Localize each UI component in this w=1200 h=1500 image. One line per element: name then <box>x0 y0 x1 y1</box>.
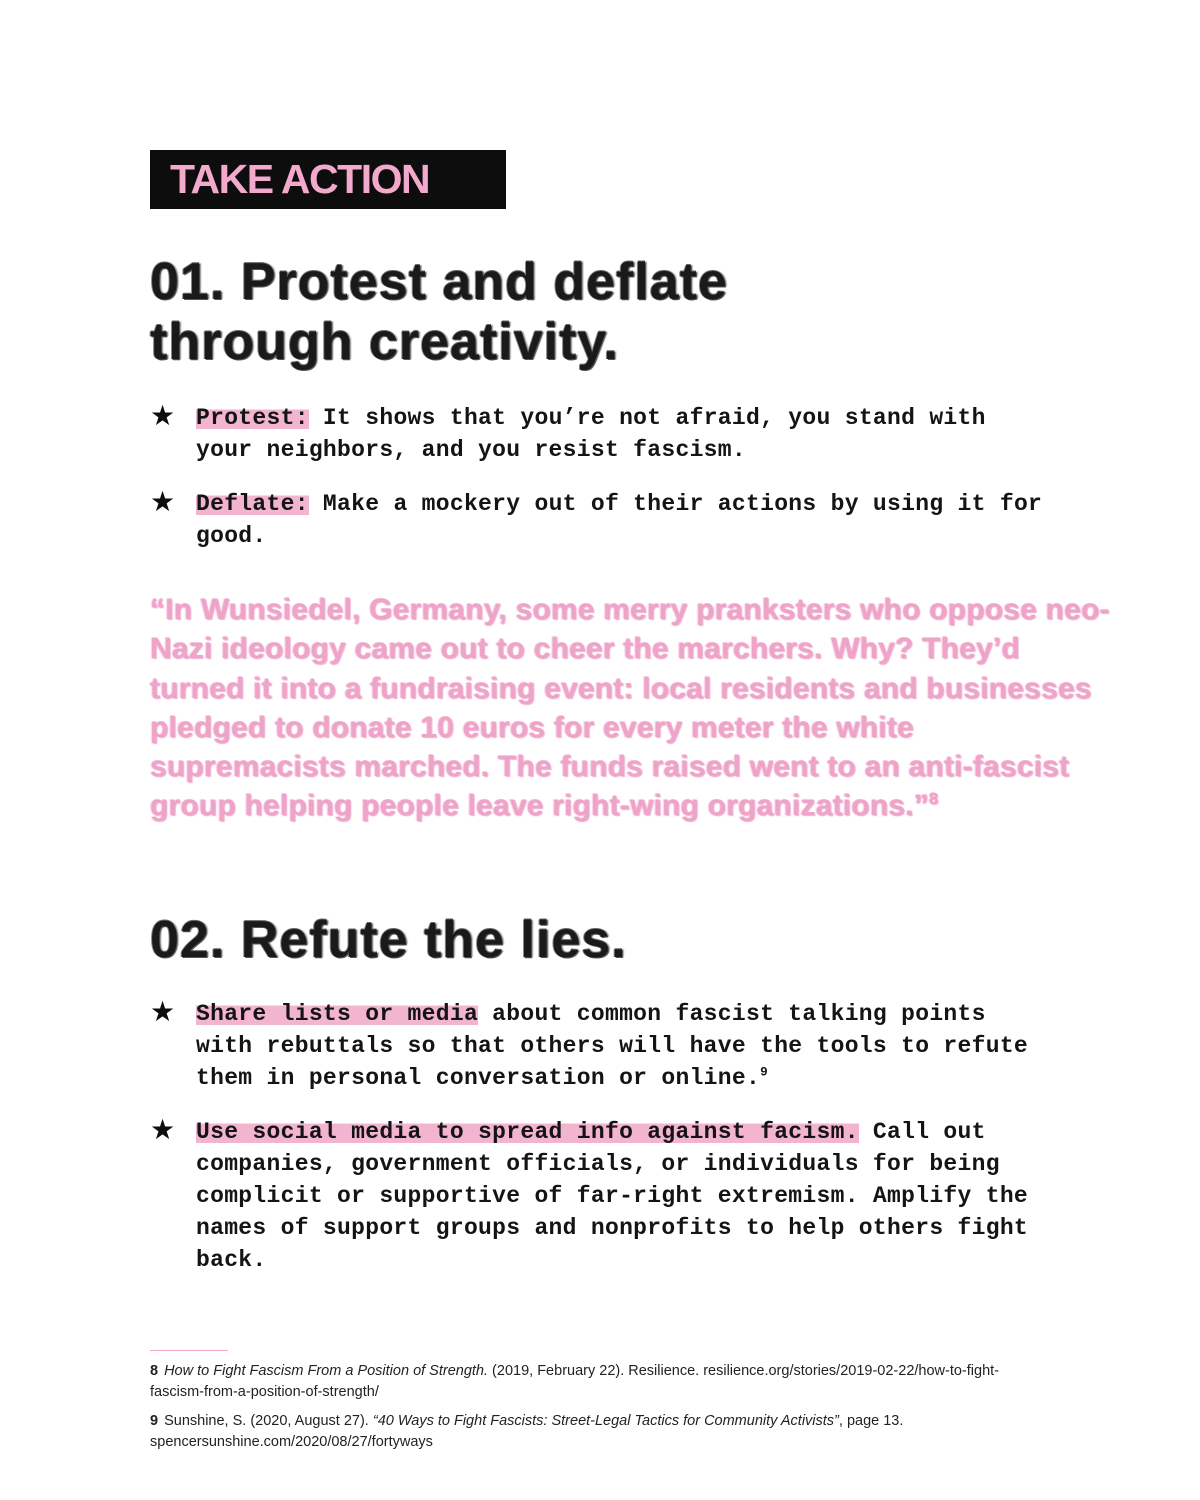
bullet-highlight: Share lists or media <box>196 1001 479 1027</box>
footnote-text: (2019, February 22). Resilience. resilience.org/stories/2019-02-22/how-to-fight-fascism-from-a-position-of-strength/ <box>150 1363 1000 1400</box>
section-2-heading: 02. Refute the lies. <box>150 911 627 969</box>
footnote-divider <box>150 1350 228 1351</box>
bullet-highlight: Deflate: <box>196 491 309 517</box>
footnote-ref-8: 8 <box>928 790 939 809</box>
footnote-number: 8 <box>150 1363 159 1379</box>
bullet-text: Make a mockery out of their actions by using it for good. <box>196 491 1043 549</box>
bullet-highlight: Use social media to spread info against facism. <box>196 1119 859 1145</box>
footnote-lead: Sunshine, S. (2020, August 27). <box>164 1413 373 1429</box>
pull-quote-text: “In Wunsiedel, Germany, some merry pranksters who oppose neo-Nazi ideology came out to cheer the marchers. Why? They’d turned it into a fundraising event: local residents and businesses pledged to donate 10 euros for every meter the white supremacists marched. The funds raised went to an anti-fascist group helping people leave right-wing organizations.” <box>150 593 1110 823</box>
star-icon: ★ <box>150 1113 176 1146</box>
footnote-8 <box>150 1361 1050 1403</box>
section-1-heading <box>150 252 870 372</box>
bullet-highlight: Protest: <box>196 405 309 431</box>
bullet-share-lists <box>150 995 1050 1094</box>
footnote-title: How to Fight Fascism From a Position of Strength. <box>164 1363 489 1379</box>
footnote-number: 9 <box>150 1413 159 1429</box>
footnote-ref-9: 9 <box>760 1064 768 1080</box>
footnote-9 <box>150 1411 1050 1453</box>
section-1-bullet-list <box>150 399 1050 552</box>
bullet-social-media <box>150 1113 1050 1276</box>
pull-quote <box>150 590 1110 826</box>
footnote-title: “40 Ways to Fight Fascists: Street-Legal Tactics for Community Activists” <box>372 1413 839 1429</box>
star-icon: ★ <box>150 399 176 432</box>
star-icon: ★ <box>150 485 176 518</box>
section-1-heading-line-1: 01. Protest and deflate <box>150 253 728 311</box>
footnote-text: , page 13. spencersunshine.com/2020/08/27/fortyways <box>150 1413 904 1450</box>
bullet-text: Call out companies, government officials, or individuals for being complicit or supportive of far-right extremism. Amplify the names of support groups and nonprofits to help others fight back. <box>196 1119 1029 1273</box>
star-icon: ★ <box>150 995 176 1028</box>
footnotes <box>150 1361 1050 1453</box>
badge-label: TAKE ACTION <box>170 156 430 202</box>
bullet-protest <box>150 399 1050 466</box>
bullet-text: about common fascist talking points with rebuttals so that others will have the tools to refute them in personal conversation or online. <box>196 1001 1029 1091</box>
section-1-heading-line-2: through creativity. <box>150 313 619 371</box>
section-2-bullet-list <box>150 995 1050 1276</box>
bullet-deflate <box>150 485 1050 552</box>
bullet-text: It shows that you’re not afraid, you stand with your neighbors, and you resist fascism. <box>196 405 986 463</box>
take-action-badge <box>150 150 506 209</box>
